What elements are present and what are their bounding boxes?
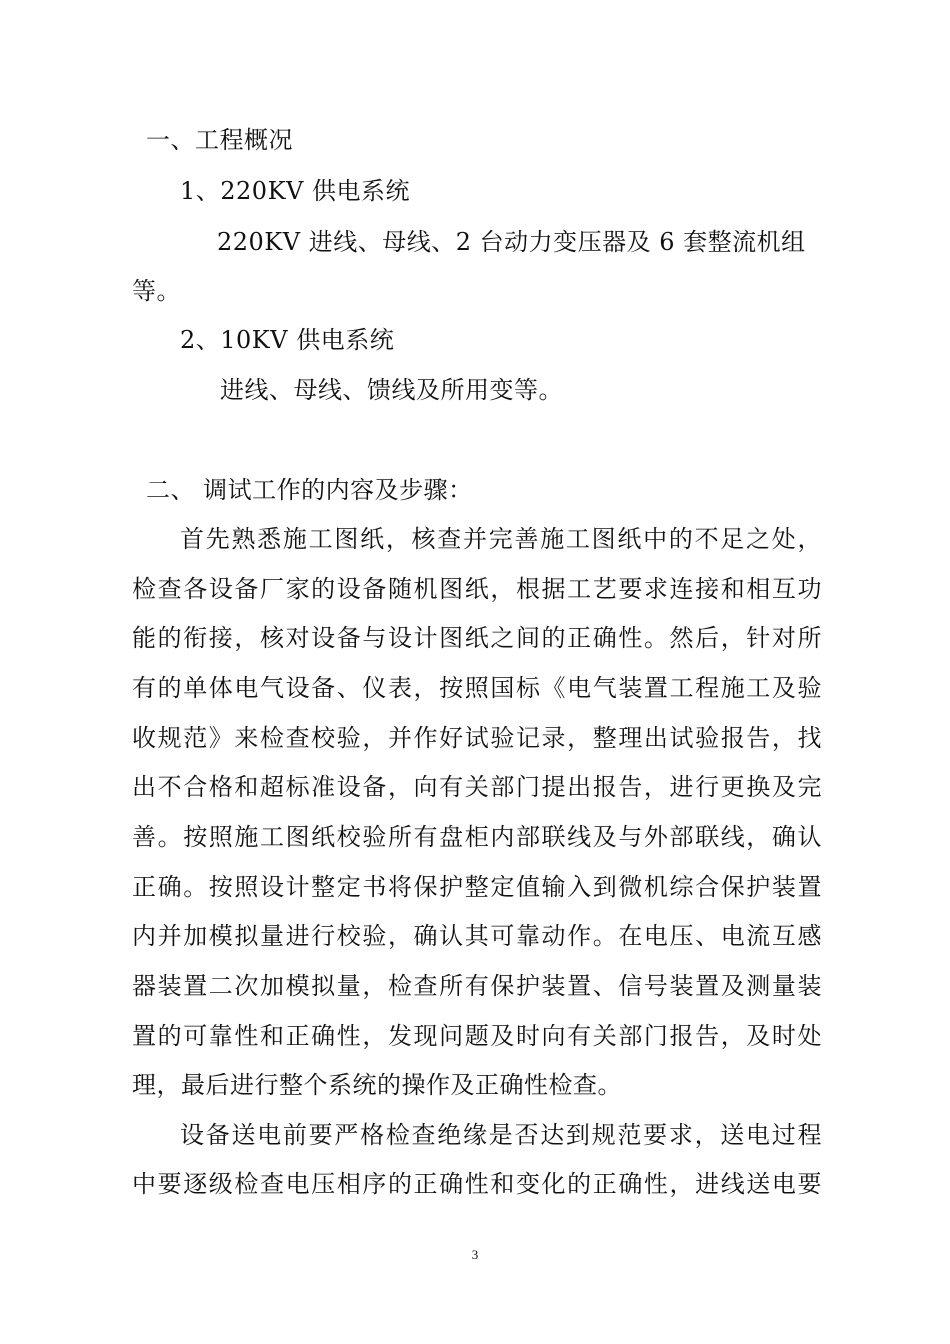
section2-heading: 二、 调试工作的内容及步骤： (146, 476, 473, 504)
section2-para1-line: 有的单体电气设备、仪表，按照国标《电气装置工程施工及验 (132, 674, 822, 702)
section2-para1-line: 收规范》来检查校验，并作好试验记录，整理出试验报告，找 (132, 724, 822, 752)
section2-para2-line: 中要逐级检查电压相序的正确性和变化的正确性，进线送电要 (132, 1170, 822, 1198)
section1-heading: 一、工程概况 (146, 126, 293, 154)
section2-para2-line: 设备送电前要严格检查绝缘是否达到规范要求，送电过程 (180, 1121, 822, 1149)
section2-para1-line: 理，最后进行整个系统的操作及正确性检查。 (132, 1071, 622, 1099)
section2-para1-line: 器装置二次加模拟量，检查所有保护装置、信号装置及测量装 (132, 972, 822, 1000)
section2-para1-line: 内并加模拟量进行校验，确认其可靠动作。在电压、电流互感 (132, 922, 822, 950)
section1-item1-body-line1: 220KV 进线、母线、2 台动力变压器及 6 套整流机组 (217, 228, 806, 256)
section2-para1-line: 置的可靠性和正确性，发现问题及时向有关部门报告，及时处 (132, 1022, 822, 1050)
section2-para1-line: 善。按照施工图纸校验所有盘柜内部联线及与外部联线，确认 (132, 823, 822, 851)
section2-para1-line: 能的衔接，核对设备与设计图纸之间的正确性。然后，针对所 (132, 624, 822, 652)
section2-para1-line: 正确。按照设计整定书将保护整定值输入到微机综合保护装置 (132, 873, 822, 901)
section2-para1-line: 检查各设备厂家的设备随机图纸，根据工艺要求连接和相互功 (132, 575, 822, 603)
section2-para1-line: 出不合格和超标准设备，向有关部门提出报告，进行更换及完 (132, 773, 822, 801)
section2-para1-line: 首先熟悉施工图纸，核查并完善施工图纸中的不足之处， (180, 525, 822, 553)
section1-item1-body-line2: 等。 (132, 277, 181, 305)
section1-item2-body: 进线、母线、馈线及所用变等。 (220, 376, 563, 404)
page-number: 3 (471, 1247, 479, 1262)
section1-item1-title: 1、220KV 供电系统 (180, 177, 410, 205)
section1-item2-title: 2、10KV 供电系统 (180, 326, 395, 354)
